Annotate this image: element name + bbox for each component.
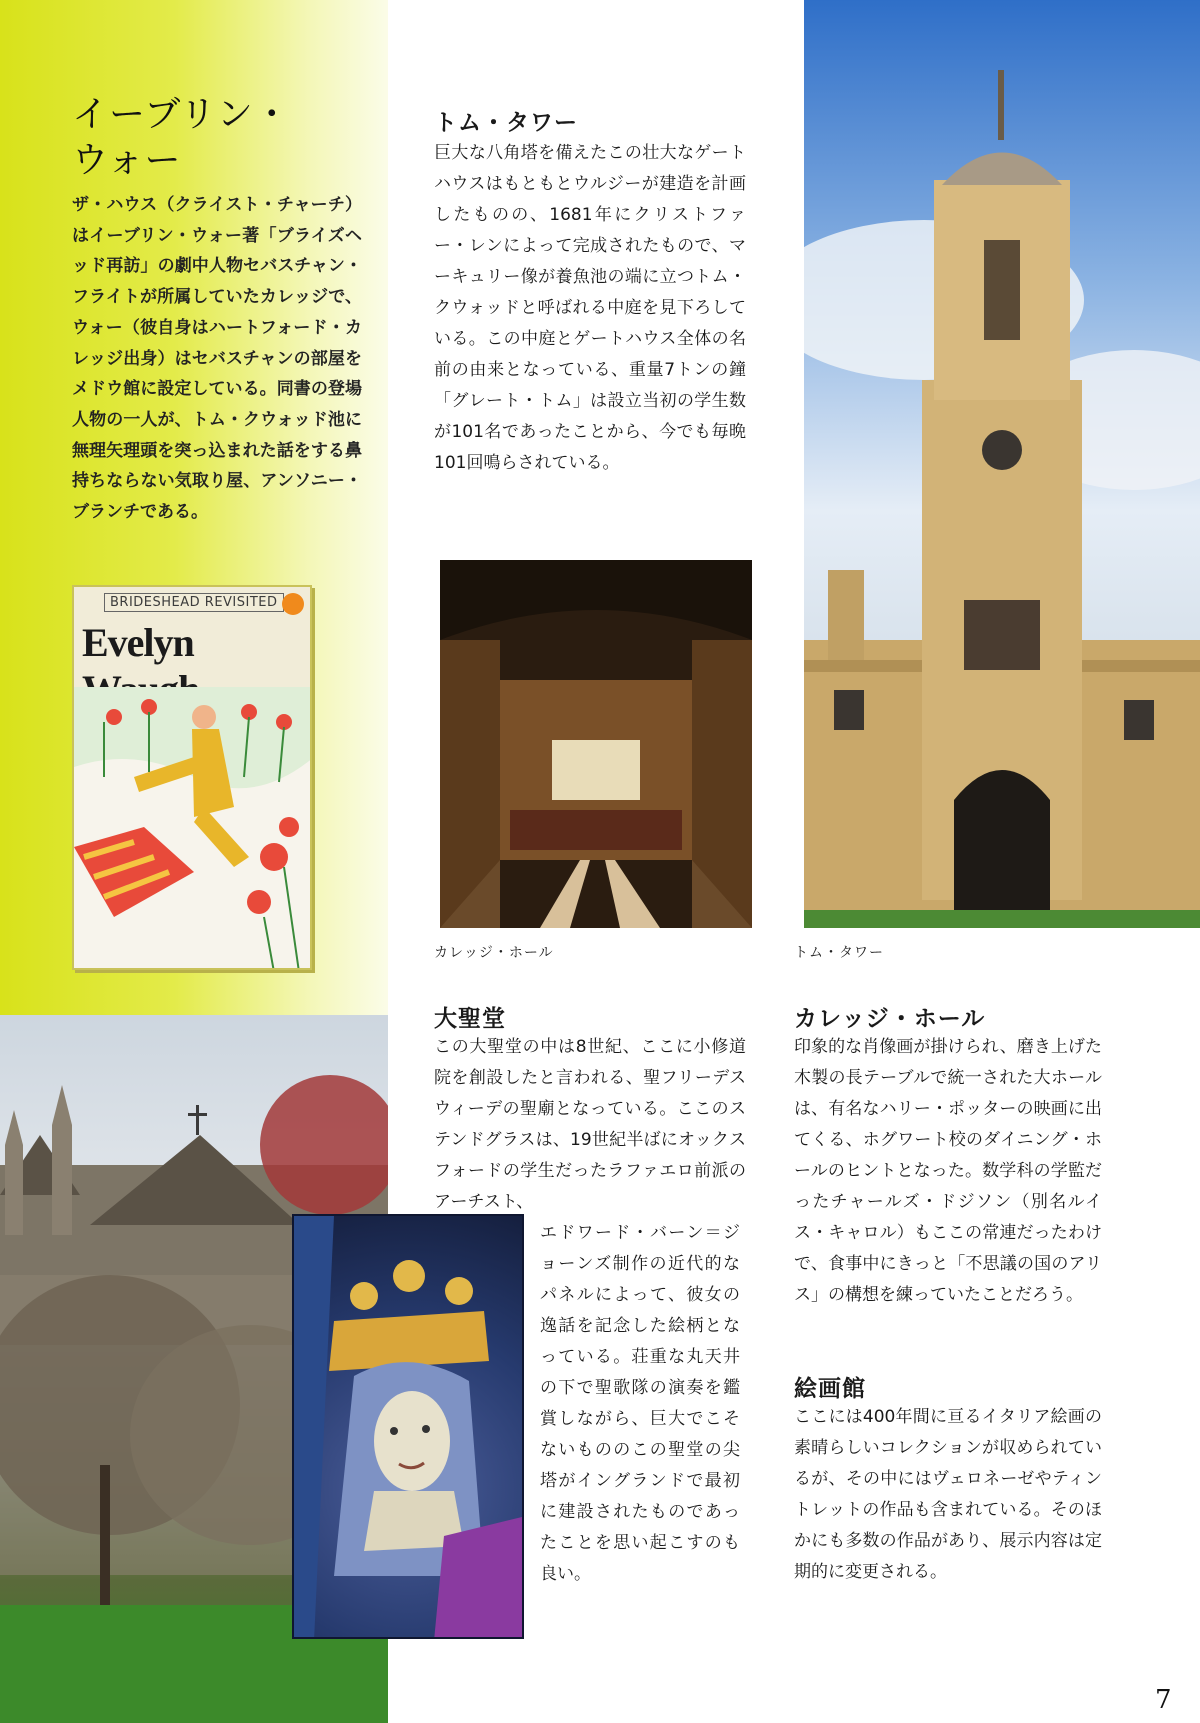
stained-glass-illustration bbox=[294, 1216, 524, 1639]
tom-tower-body: 巨大な八角塔を備えたこの壮大なゲートハウスはもともとウルジーが建造を計画したものの、1681年にクリストファー・レンによって完成されたもので、マーキュリー像が養魚池の端に立つトム・クウォッドと呼ばれる中庭を見下ろしている。この中庭とゲートハウス全体の名前の由来となっている、重量7トンの鐘「グレート・トム」は設立当初の学生数が101名であったことから、今でも毎晩101回鳴らされている。 bbox=[434, 143, 746, 473]
cathedral-body-bottom: エドワード・バーン＝ジョーンズ制作の近代的なパネルによって、彼女の逸話を記念した絵柄となっている。荘重な丸天井の下で聖歌隊の演奏を鑑賞しながら、巨大でこそないもののこの聖堂の尖塔がイングランドで最初に建設されたものであったことを思い起こすのも良い。 bbox=[540, 1223, 740, 1584]
college-hall-heading: カレッジ・ホール bbox=[794, 1006, 986, 1032]
sidebar-body: ザ・ハウス（クライスト・チャーチ）はイーブリン・ウォー著「ブライズヘッド再訪」の劇中人物セバスチャン・フライトが所属していたカレッジで、ウォー（彼自身はハートフォード・カレッジ出身）はセバスチャンの部屋をメドウ館に設定している。同書の登場人物の一人が、トム・クウォッド池に無理矢理頭を突っ込まれた話をする鼻持ちならない気取り屋、アンソニー・ブランチである。 bbox=[72, 195, 362, 523]
hall-photo-caption: カレッジ・ホール bbox=[434, 945, 554, 961]
book-series-label: BRIDESHEAD REVISITED bbox=[104, 593, 284, 612]
cathedral-heading: 大聖堂 bbox=[434, 1006, 506, 1032]
tom-tower-photo bbox=[804, 0, 1200, 928]
book-illustration bbox=[74, 687, 312, 970]
tower-photo-caption: トム・タワー bbox=[794, 945, 884, 961]
college-hall-body: 印象的な肖像画が掛けられ、磨き上げた木製の長テーブルで統一された大ホールは、有名なハリー・ポッターの映画に出てくる、ホグワート校のダイニング・ホールのヒントとなった。数学科の学監だったチャールズ・ドジソン（別名ルイス・キャロル）もここの常連だったわけで、食事中にきっと「不思議の国のアリス」の構想を練っていたことだろう。 bbox=[794, 1037, 1102, 1305]
book-author-label: Evelyn bbox=[82, 620, 194, 665]
sidebar-title: イーブリン・ ウォー bbox=[72, 94, 291, 181]
tom-tower-heading: トム・タワー bbox=[434, 110, 578, 136]
page-number: 7 bbox=[1155, 1685, 1172, 1715]
hall-illustration bbox=[440, 560, 752, 928]
book-cover-image bbox=[72, 585, 312, 970]
gallery-body: ここには400年間に亘るイタリア絵画の素晴らしいコレクションが収められているが、その中にはヴェロネーゼやティントレットの作品も含まれている。そのほかにも多数の作品があり、展示内容は定期的に変更される。 bbox=[794, 1407, 1102, 1582]
penguin-logo-icon bbox=[282, 593, 304, 615]
cathedral-body-top: この大聖堂の中は8世紀、ここに小修道院を創設したと言われる、聖フリーデスウィーデの聖廟となっている。ここのステンドグラスは、19世紀半ばにオックスフォードの学生だったラファエロ前派のアーチスト、 bbox=[434, 1037, 746, 1212]
tower-illustration bbox=[804, 0, 1200, 928]
college-hall-photo bbox=[440, 560, 752, 928]
stained-glass-photo bbox=[292, 1214, 524, 1639]
gallery-heading: 絵画館 bbox=[794, 1376, 866, 1402]
